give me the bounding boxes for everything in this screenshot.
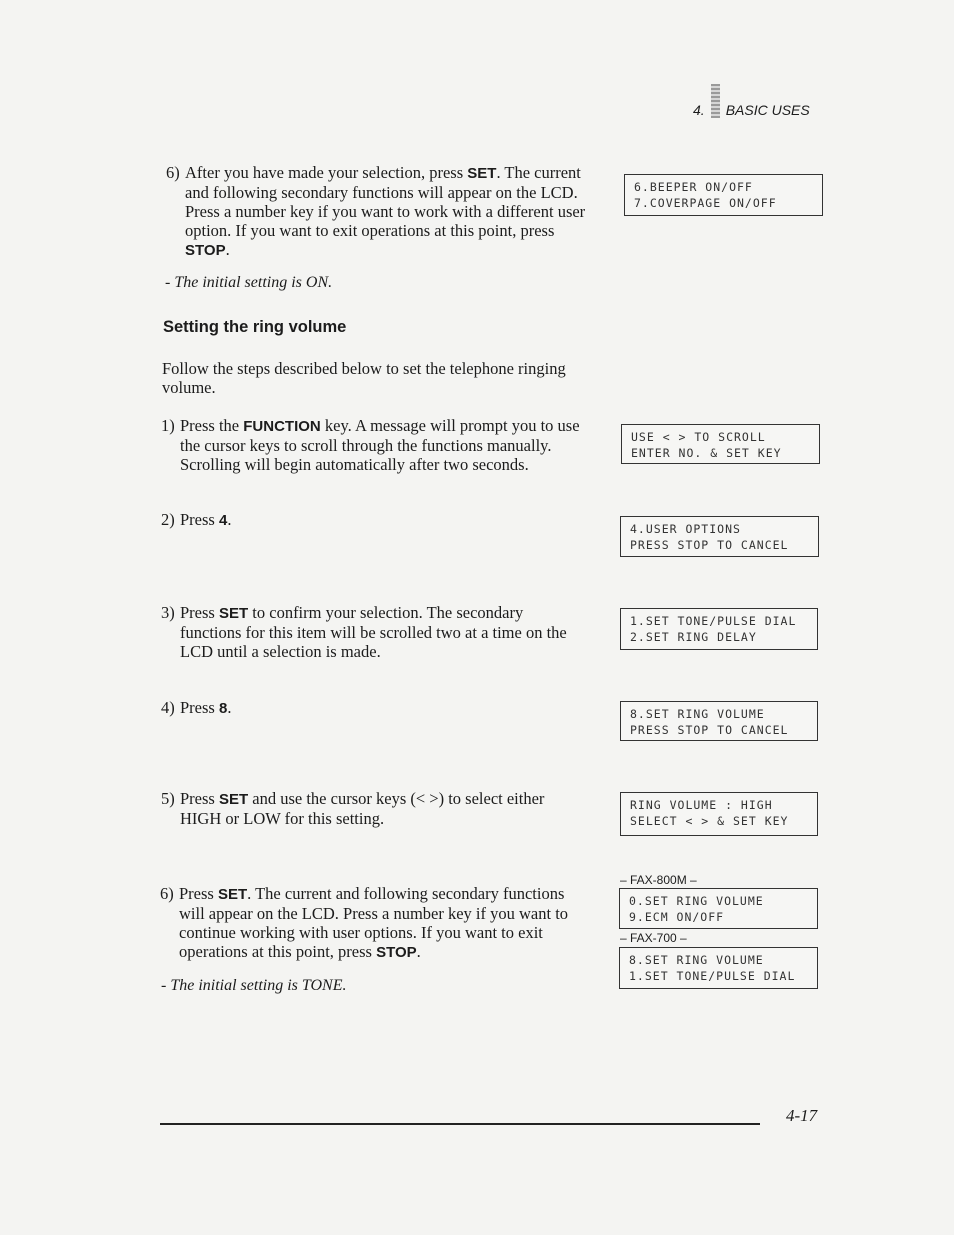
lcd-display-beeper: [624, 174, 823, 216]
lcd-display-scroll: [621, 424, 820, 464]
step-5: [161, 789, 585, 828]
step-1: [161, 416, 587, 474]
lcd-line-2: 2.SET RING DELAY: [630, 630, 757, 644]
lcd-line-1: 0.SET RING VOLUME: [629, 894, 764, 908]
step-text-run: Press: [180, 789, 219, 808]
lcd-line-2: PRESS STOP TO CANCEL: [630, 723, 789, 737]
step-number: 2): [161, 510, 175, 529]
step-text-run: Press the: [180, 416, 244, 435]
step-6-top: [166, 163, 590, 260]
step-number: 6): [166, 163, 180, 182]
lcd-line-2: PRESS STOP TO CANCEL: [630, 538, 789, 552]
step-text: [180, 416, 587, 474]
step-4: [161, 698, 581, 718]
step-text-run: .: [227, 698, 232, 717]
key-name: 4: [218, 512, 228, 529]
step-number: 6): [160, 884, 174, 903]
step-text-run: . The current and following secondary functions will appear on the LCD. Press a number key if you want to work with a different user option. If you want to exit operations at this point, press: [185, 163, 586, 240]
key-name: SET: [218, 605, 249, 622]
step-text-run: Press: [179, 884, 218, 903]
step-text-run: .: [225, 240, 230, 259]
key-name: FUNCTION: [243, 418, 321, 435]
footer-rule: [160, 1123, 760, 1125]
step-2: [161, 510, 581, 530]
page-number: 4-17: [786, 1106, 818, 1125]
step-number: 3): [161, 603, 175, 622]
step-text-run: Press: [180, 698, 219, 717]
step-text: [185, 163, 590, 260]
initial-setting-note: - The initial setting is ON.: [165, 274, 333, 291]
key-name: 8: [218, 700, 228, 717]
lcd-line-2: SELECT < > & SET KEY: [630, 814, 789, 828]
key-name: SET: [217, 886, 248, 903]
step-text-run: Press: [180, 510, 219, 529]
lcd-line-1: USE < > TO SCROLL: [631, 430, 766, 444]
step-3: [161, 603, 585, 661]
key-name: STOP: [376, 944, 417, 961]
lcd-display-volume-select: [620, 792, 818, 836]
step-text-run: Press: [180, 603, 219, 622]
lcd-display-fax800m: [619, 888, 818, 929]
model-label-fax800m: – FAX-800M –: [620, 873, 697, 887]
chapter-title: BASIC USES: [725, 102, 810, 118]
model-label-fax700: – FAX-700 –: [620, 931, 687, 945]
key-name: SET: [467, 165, 497, 182]
step-text: [180, 698, 581, 718]
step-text: [180, 603, 585, 661]
step-text-run: key. A message will prompt you to use the cursor keys to scroll through the functions manually. Scrolling will begin automatically after two seconds.: [180, 416, 580, 474]
step-text-run: After you have made your selection, press: [185, 163, 468, 182]
step-text-run: .: [416, 942, 421, 961]
step-text-run: to confirm your selection. The secondary functions for this item will be scrolled two at a time on the LCD until a selection is made.: [180, 603, 567, 661]
step-number: 1): [161, 416, 175, 435]
step-number: 5): [161, 789, 175, 808]
lcd-line-1: 4.USER OPTIONS: [630, 522, 741, 536]
key-name: SET: [218, 791, 249, 808]
lcd-line-1: 6.BEEPER ON/OFF: [634, 180, 753, 194]
step-text-run: . The current and following secondary functions will appear on the LCD. Press a number key if you want to continue working with user options. If you want to exit operations at this point, press: [179, 884, 569, 961]
section-heading: Setting the ring volume: [163, 318, 347, 336]
step-text-run: .: [227, 510, 232, 529]
chapter-number: 4.: [693, 102, 705, 118]
lcd-line-2: 9.ECM ON/OFF: [629, 910, 725, 924]
chapter-marker: [711, 84, 720, 118]
lcd-line-2: ENTER NO. & SET KEY: [631, 446, 782, 460]
step-text-run: and use the cursor keys (< >) to select either HIGH or LOW for this setting.: [180, 789, 545, 828]
lcd-line-1: 8.SET RING VOLUME: [629, 953, 764, 967]
key-name: STOP: [185, 242, 226, 259]
lcd-line-1: RING VOLUME : HIGH: [630, 798, 773, 812]
lcd-line-1: 1.SET TONE/PULSE DIAL: [630, 614, 797, 628]
lcd-display-ring-volume: [620, 701, 818, 741]
step-text: [180, 510, 581, 530]
lcd-line-1: 8.SET RING VOLUME: [630, 707, 765, 721]
lcd-line-2: 7.COVERPAGE ON/OFF: [634, 196, 777, 210]
lcd-display-user-options: [620, 516, 819, 557]
initial-setting-note: - The initial setting is TONE.: [161, 977, 347, 994]
lcd-display-tone-pulse: [620, 608, 818, 650]
section-intro: Follow the steps described below to set the telephone ringing volume.: [162, 359, 566, 397]
lcd-display-fax700: [619, 947, 818, 989]
step-number: 4): [161, 698, 175, 717]
step-6-bottom: [160, 884, 584, 962]
page-header: [693, 84, 810, 118]
step-text: [179, 884, 584, 962]
step-text: [180, 789, 585, 828]
lcd-line-2: 1.SET TONE/PULSE DIAL: [629, 969, 796, 983]
